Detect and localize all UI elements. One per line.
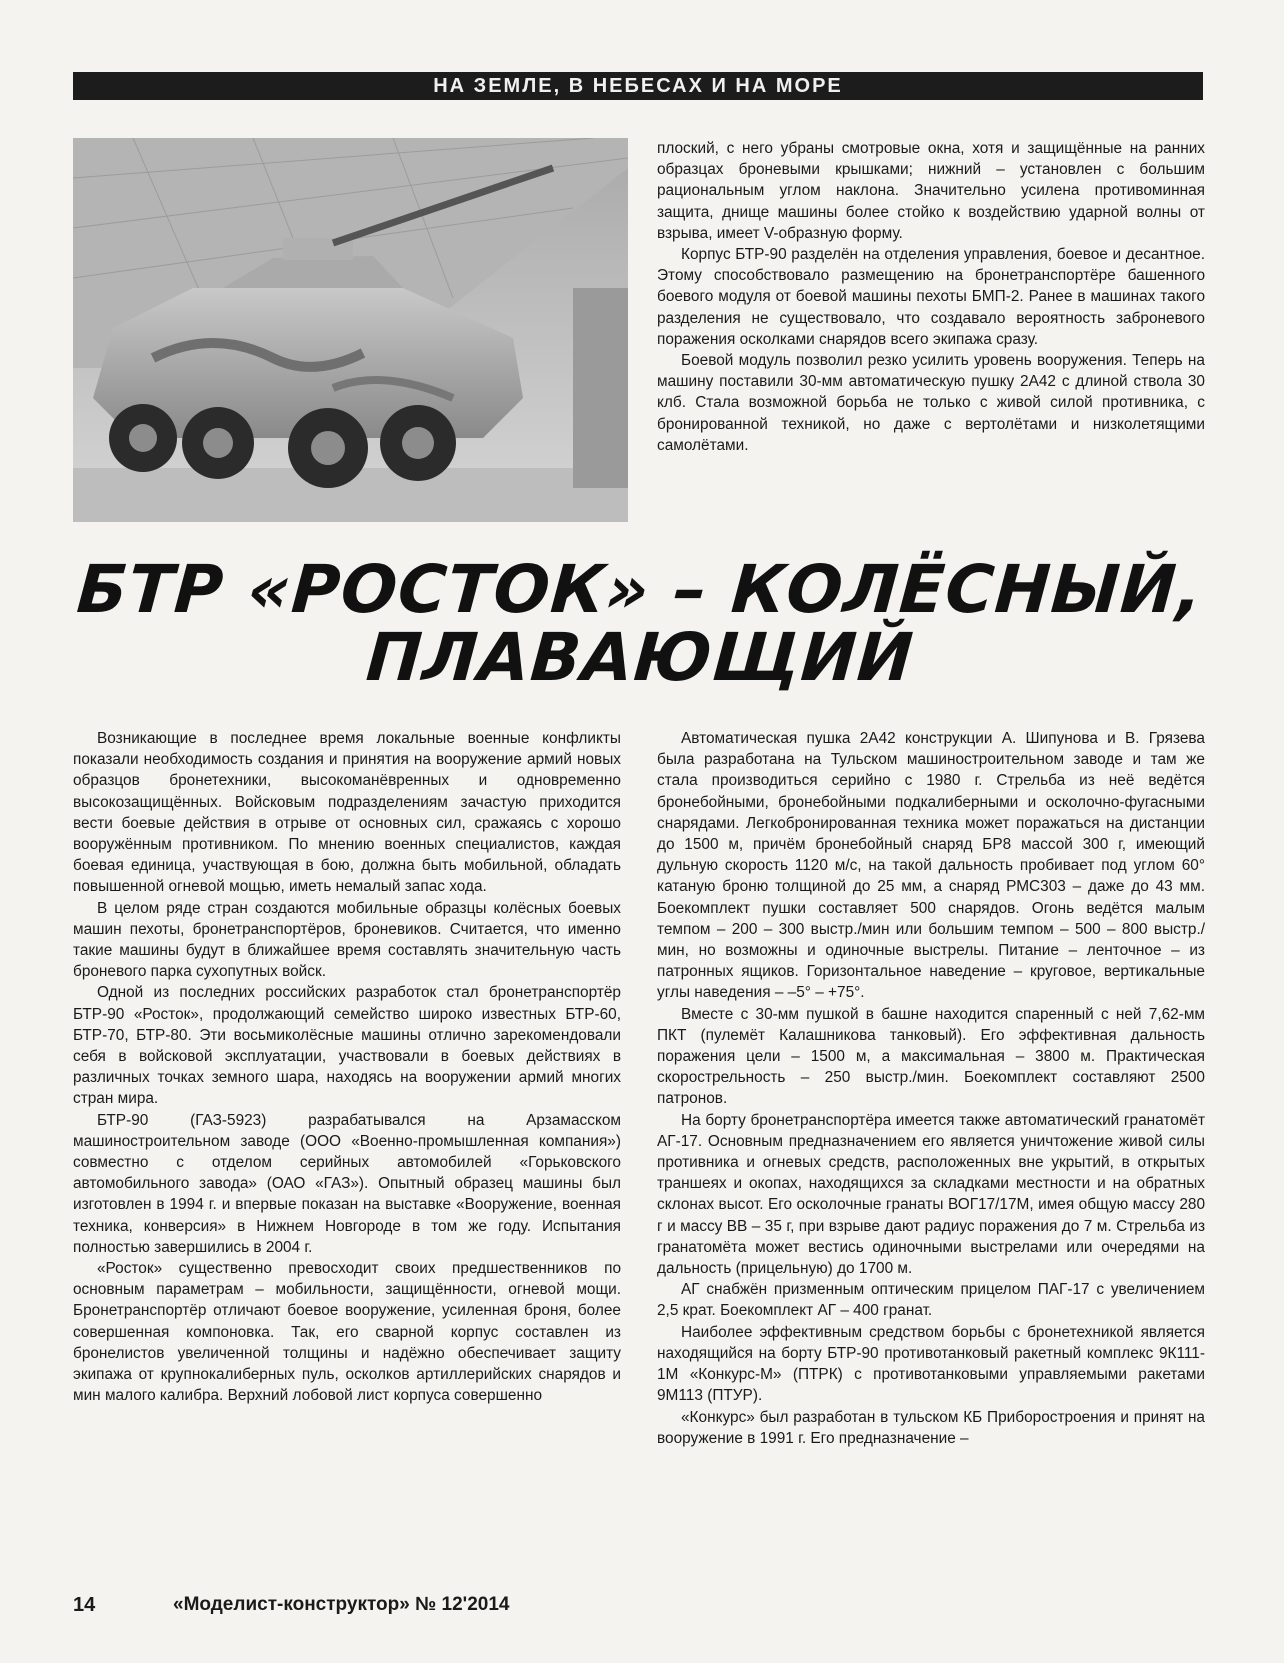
left-column: [73, 728, 621, 1407]
paragraph: «Росток» существенно превосходит своих предшественников по основным параметрам – мобильности, защищённости, огневой мощи. Бронетранспортёр отличают боевое вооружение, усиленная броня, более совершенная компоновка. Так, его сварной корпус составлен из бронелистов увеличенной толщины и надёжно обеспечивает защиту экипажа от крупнокалиберных пуль, осколков артиллерийских снарядов и мин малого калибра. Верхний лобовой лист корпуса совершенно: [73, 1260, 621, 1405]
btr-90-photo: [73, 138, 628, 522]
magazine-issue: «Моделист-конструктор» № 12'2014: [173, 1594, 510, 1615]
headline-line-1: БТР «РОСТОК» – КОЛЁСНЫЙ,: [74, 551, 1206, 628]
paragraph: Наиболее эффективным средством борьбы с бронетехникой является находящийся на борту БТР-90 противотанковый ракетный комплекс 9К111-1М «Конкурс-М» (ПТРК) с противотанковыми управляемыми ракетами 9М113 (ПТУР).: [657, 1323, 1205, 1405]
paragraph: Корпус БТР-90 разделён на отделения управления, боевое и десантное. Этому способствовало размещению на бронетранспортёре башенного боевого модуля от боевой машины пехоты БМП-2. Ранее в машинах такого разделения не существовало, что создавало вероятность заброневого поражения осколками снарядов всего экипажа сразу.: [657, 246, 1205, 348]
section-title: НА ЗЕМЛЕ, В НЕБЕСАХ И НА МОРЕ: [433, 74, 843, 97]
section-header: [73, 72, 1203, 100]
page-footer: [73, 1590, 1203, 1620]
paragraph: АГ снабжён призменным оптическим прицелом ПАГ-17 с увеличением 2,5 крат. Боекомплект АГ – 400 гранат.: [657, 1281, 1205, 1320]
paragraph: Возникающие в последнее время локальные военные конфликты показали необходимость создания и принятия на вооружение армий новых образцов бронетехники, высокоманёвренных и одновременно высокозащищённых. Войсковым подразделениям зачастую приходится вести боевые действия в отрыве от основных сил, сражаясь с хорошо вооружённым противником. По мнению военных специалистов, каждая боевая единица, участвующая в бою, должна быть мобильной, обладать повышенной огневой мощью, иметь немалый запас хода.: [73, 730, 621, 896]
paragraph: На борту бронетранспортёра имеется также автоматический гранатомёт АГ-17. Основным предназначением его является уничтожение живой силы противника и огневых средств, расположенных вне укрытий, в открытых траншеях и окопах, находящихся за складками местности и на обратных склонах высот. Его осколочные гранаты ВОГ17/17М, имея общую массу 280 г и массу ВВ – 35 г, при взрыве дают радиус поражения до 7 м. Стрельба из гранатомёта может вестись одиночными выстрелами или очередями на дальность (прицельную) до 1700 м.: [657, 1111, 1205, 1278]
right-column: [657, 728, 1205, 1449]
paragraph: Одной из последних российских разработок стал бронетранспортёр БТР-90 «Росток», продолжающий семейство широко известных БТР-60, БТР-70, БТР-80. Эти восьмиколёсные машины отлично зарекомендовали себя в войсковой эксплуатации, участвовали в боевых действиях в различных точках земного шара, находясь на вооружении армий многих стран мира.: [73, 984, 621, 1108]
headline-line-2: ПЛАВАЮЩИЙ: [363, 619, 917, 696]
paragraph: Вместе с 30-мм пушкой в башне находится спаренный с ней 7,62-мм ПКТ (пулемёт Калашникова танковый). Его эффективная дальность поражения цели – 1500 м, а максимальная – 3800 м. Практическая скорострельность – 250 выстр./мин. Боекомплект составляют 2500 патронов.: [657, 1005, 1205, 1108]
paragraph: БТР-90 (ГАЗ-5923) разрабатывался на Арзамасском машиностроительном заводе (ООО «Военно-промышленная компания») совместно с отделом серийных автомобилей «Горьковского автомобильного завода» (ОАО «ГАЗ»). Опытный образец машины был изготовлен в 1994 г. и впервые показан на выставке «Вооружение, военная техника, конверсия» в Нижнем Новгороде в том же году. Испытания полностью завершились в 2004 г.: [73, 1111, 621, 1256]
paragraph: Автоматическая пушка 2А42 конструкции А. Шипунова и В. Грязева была разработана на Тульском машиностроительном заводе и там же стала производиться серийно с 1980 г. Стрельба из неё ведётся бронебойными, бронебойными подкалиберными и осколочно-фугасными снарядами. Легкобронированная техника может поражаться на дистанции до 1500 м, причём бронебойный снаряд БР8 массой 300 г, имеющий дульную скорость 1120 м/с, на такой дальность пробивает под углом 60° катаную броню толщиной до 25 мм, а снаряд РМС303 – даже до 43 мм. Боекомплект пушки составляет 500 снарядов. Огонь ведётся малым темпом – 200 – 300 выстр./мин или большим темпом – 500 – 800 выстр./мин, но возможны и одиночные выстрелы. Питание – ленточное – из патронных ящиков. Горизонтальное наведение – круговое, вертикальные углы наведения – –5° – +75°.: [657, 730, 1205, 1002]
page-number: 14: [73, 1593, 96, 1616]
armored-vehicle-image: [73, 138, 628, 522]
paragraph: В целом ряде стран создаются мобильные образцы колёсных боевых машин пехоты, бронетранспортёров, броневиков. Считается, что именно такие машины будут в ближайшее время составлять значительную часть броневого парка сухопутных войск.: [73, 899, 621, 981]
top-right-text: [657, 138, 1205, 456]
paragraph: «Конкурс» был разработан в тульском КБ Приборостроения и принят на вооружение в 1991 г. Его предназначение –: [657, 1408, 1205, 1447]
paragraph: Боевой модуль позволил резко усилить уровень вооружения. Теперь на машину поставили 30-мм автоматическую пушку 2А42 с длиной ствола 30 клб. Стала возможной борьба не только с живой силой противника, с бронированной техникой, но даже с вертолётами и низколетящими самолётами.: [657, 352, 1205, 454]
article-headline: [60, 551, 1220, 696]
paragraph: плоский, с него убраны смотровые окна, хотя и защищённые на ранних образцах броневыми крышками; нижний – установлен с большим рациональным углом наклона. Значительно усилена противоминная защита, днище машины более стойко к воздействию ударной волны от взрыва, имеет V-образную форму.: [657, 140, 1205, 242]
